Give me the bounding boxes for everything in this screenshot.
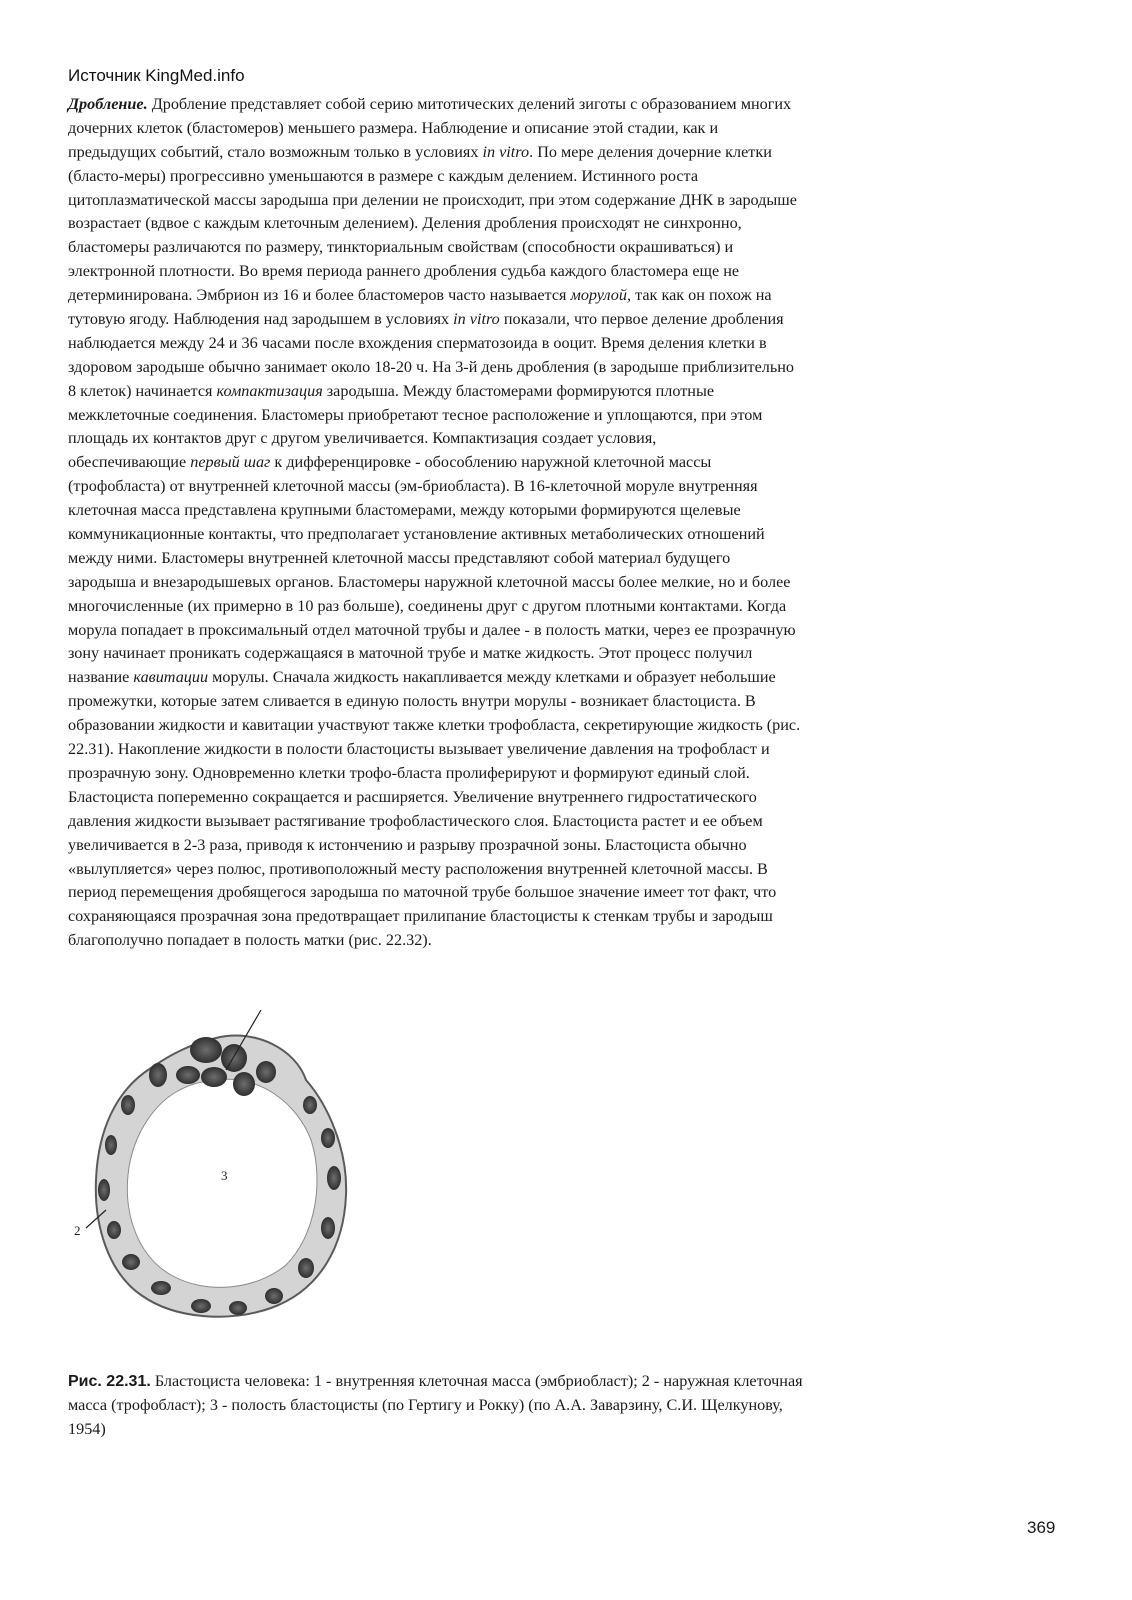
text-line [68, 356, 1068, 380]
text-line [68, 499, 1068, 523]
plain-text: увеличивается в 2-3 раза, приводя к истончению и разрыву прозрачной зоны. Бластоциста обычно [68, 835, 747, 854]
plain-text: образовании жидкости и кавитации участвуют также клетки трофобласта, секретирующие жидкость (рис. [68, 716, 801, 735]
text-line [68, 666, 1068, 690]
plain-text: детерминирована. Эмбрион из 16 и более бластомеров часто называется [68, 286, 571, 305]
plain-text: 22.31). Накопление жидкости в полости бластоцисты вызывает увеличение давления на трофобласт и [68, 740, 770, 759]
source-header: Источник KingMed.info [68, 66, 245, 85]
text-line [68, 141, 1068, 165]
plain-text: Дробление представляет собой серию митотических делений зиготы с образованием многих [147, 95, 792, 113]
text-line [68, 260, 1068, 284]
plain-text: промежутки, которые затем сливается в единую полость внутри морулы - возникает бластоциста. В [68, 692, 756, 711]
label-outer-mass: 2 [74, 1223, 81, 1238]
text-line [68, 332, 1068, 356]
text-line [68, 858, 1068, 882]
plain-text: возрастает (вдвое с каждым клеточным делением). Деления дробления происходят не синхронно, [68, 214, 742, 233]
plain-text: зародыша и внезародышевых органов. Бластомеры наружной клеточной массы более мелкие, но и более [68, 572, 791, 591]
plain-text: «вылупляется» через полюс, противоположный месту расположения внутренней клеточной массы. В [68, 859, 768, 878]
label-cavity: 3 [221, 1168, 228, 1183]
body-paragraph [68, 93, 1068, 953]
text-line [68, 834, 1068, 858]
text-line [68, 189, 1068, 213]
emphasis-text: Дробление. [68, 95, 148, 113]
plain-text: площадь их контактов друг с другом увеличивается. Компактизация создает условия, [68, 429, 657, 448]
text-line [68, 451, 1068, 475]
text-line [68, 929, 1068, 953]
plain-text: обеспечивающие [68, 453, 191, 472]
emphasis-text: морулой, [570, 286, 632, 305]
plain-text: сохраняющаяся прозрачная зона предотвращает прилипание бластоцисты к стенкам трубы и зародыш [68, 907, 773, 926]
plain-text: морула попадает в проксимальный отдел маточной трубы и далее - в полость матки, через ее прозрачную [68, 620, 796, 639]
text-line [68, 284, 1068, 308]
caption-text-3: 1954) [68, 1419, 106, 1438]
emphasis-text: кавитации [133, 668, 209, 687]
text-line [68, 380, 1068, 404]
plain-text: бластомеры различаются по размеру, тинкториальным свойствам (способности окрашиваться) и [68, 238, 734, 257]
text-line [68, 93, 1068, 117]
text-line [68, 427, 1068, 451]
plain-text: зону начинает проникать содержащаяся в маточной трубе и матке жидкость. Этот процесс получил [68, 644, 753, 663]
text-line [68, 571, 1068, 595]
plain-text: цитоплазматической массы зародыша при делении не происходит, при этом содержание ДНК в зародыше [68, 190, 797, 209]
plain-text: период перемещения дробящегося зародыша по маточной трубе большое значение имеет тот факт, что [68, 883, 777, 902]
plain-text: . По мере деления дочерние клетки [529, 142, 772, 161]
text-line [68, 810, 1068, 834]
text-line [68, 714, 1068, 738]
plain-text: к дифференцировке - обособлению наружной клеточной массы [270, 453, 712, 472]
emphasis-text: компактизация [216, 381, 323, 400]
text-line [68, 117, 1068, 141]
plain-text: зародыша. Между бластомерами формируются плотные [322, 381, 715, 400]
plain-text: прозрачную зону. Одновременно клетки трофо-бласта пролиферируют и формируют единый слой. [68, 763, 750, 782]
plain-text: наблюдается между 24 и 36 часами после вхождения сперматозоида в ооцит. Время деления клетки в [68, 333, 767, 352]
text-line [68, 308, 1068, 332]
plain-text: межклеточные соединения. Бластомеры приобретают тесное расположение и уплощаются, при этом [68, 405, 763, 424]
text-line [68, 547, 1068, 571]
plain-text: название [68, 668, 134, 687]
plain-text: клеточная масса представлена крупными бластомерами, между которыми формируются щелевые [68, 501, 741, 520]
text-line [68, 881, 1068, 905]
blastocyst-illustration [66, 1010, 396, 1340]
blastocyst-figure [66, 1010, 396, 1340]
text-line [68, 738, 1068, 762]
text-line [68, 404, 1068, 428]
page-number: 369 [1027, 1518, 1056, 1537]
plain-text: давления жидкости вызывает растягивание трофобластического слоя. Бластоциста растет и ее объем [68, 811, 763, 830]
text-line [68, 595, 1068, 619]
text-line [68, 786, 1068, 810]
plain-text: электронной плотности. Во время периода раннего дробления судьба каждого бластомера еще не [68, 262, 740, 281]
emphasis-text: in vitro [482, 142, 530, 161]
text-line [68, 523, 1068, 547]
plain-text: показали, что первое деление дробления [499, 310, 784, 329]
plain-text: (трофобласта) от внутренней клеточной массы (эм-бриобласта). В 16-клеточной моруле внутренняя [68, 477, 758, 496]
text-line [68, 165, 1068, 189]
plain-text: дочерних клеток (бластомеров) меньшего размера. Наблюдение и описание этой стадии, как и [68, 118, 719, 137]
plain-text: тутовую ягоду. Наблюдения над зародышем в условиях [68, 310, 454, 329]
plain-text: предыдущих событий, стало возможным только в условиях [68, 142, 483, 161]
text-line [68, 905, 1068, 929]
text-line [68, 642, 1068, 666]
plain-text: многочисленные (их примерно в 10 раз больше), соединены друг с другом плотными контактами. Когда [68, 596, 787, 615]
plain-text: коммуникационные контакты, что предполагает установление активных метаболических отношений [68, 525, 765, 544]
figure-caption [68, 1370, 1068, 1442]
text-line [68, 619, 1068, 643]
text-line [68, 212, 1068, 236]
text-line [68, 690, 1068, 714]
caption-label: Рис. 22.31. [68, 1373, 151, 1390]
plain-text: Бластоциста попеременно сокращается и расширяется. Увеличение внутреннего гидростатического [68, 787, 757, 806]
emphasis-text: первый шаг [190, 453, 271, 472]
text-line [68, 475, 1068, 499]
caption-text-1: Бластоциста человека: 1 - внутренняя клеточная масса (эмбриобласт); 2 - наружная клеточная [150, 1372, 803, 1390]
text-line [68, 236, 1068, 260]
plain-text: между ними. Бластомеры внутренней клеточной массы представляют собой материал будущего [68, 548, 731, 567]
caption-text-2: масса (трофобласт); 3 - полость бластоцисты (по Гертигу и Рокку) (по А.А. Заварзину, С.И. Щелкунову, [68, 1395, 783, 1414]
plain-text: 8 клеток) начинается [68, 381, 217, 400]
plain-text: так как он похож на [631, 286, 772, 305]
text-line [68, 762, 1068, 786]
plain-text: (бласто-меры) прогрессивно уменьшаются в размере с каждым делением. Истинного роста [68, 166, 699, 185]
plain-text: здоровом зародыше обычно занимает около 18-20 ч. На 3-й день дробления (в зародыше приблизительно [68, 357, 794, 376]
plain-text: морулы. Сначала жидкость накапливается между клетками и образует небольшие [208, 668, 776, 687]
plain-text: благополучно попадает в полость матки (рис. 22.32). [68, 931, 432, 950]
emphasis-text: in vitro [453, 310, 500, 329]
